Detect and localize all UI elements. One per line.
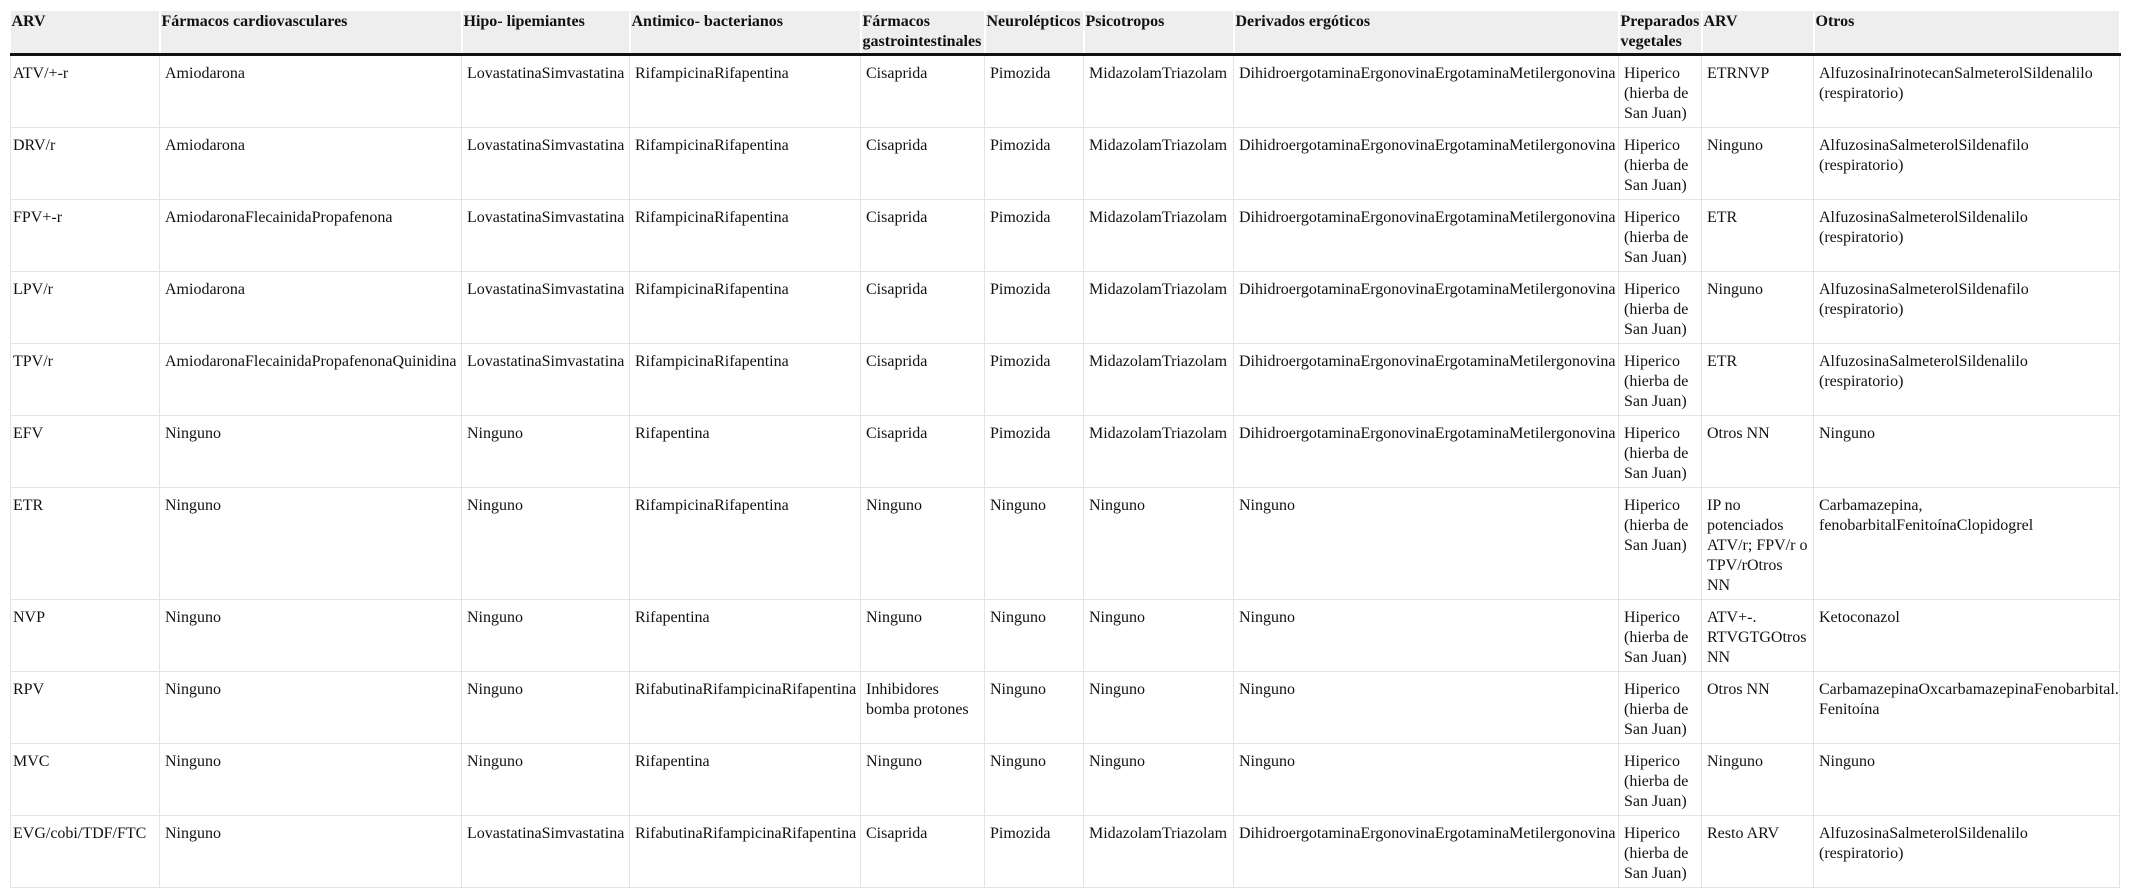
table-cell: Ninguno <box>985 600 1084 672</box>
table-cell: DihidroergotaminaErgonovinaErgotaminaMetilergonovina <box>1234 416 1619 488</box>
table-cell: Ninguno <box>985 672 1084 744</box>
arv-cell: EVG/cobi/TDF/FTC <box>11 816 160 888</box>
table-cell: Hiperico (hierba de San Juan) <box>1619 672 1702 744</box>
arv-cell: ATV/+-r <box>11 55 160 128</box>
table-cell: Pimozida <box>985 200 1084 272</box>
table-cell: Cisaprida <box>861 55 985 128</box>
table-cell: Pimozida <box>985 344 1084 416</box>
column-header: ARV <box>11 11 160 55</box>
table-cell: Otros NN <box>1702 672 1814 744</box>
table-cell: Resto ARV <box>1702 816 1814 888</box>
table-cell: RifampicinaRifapentina <box>630 200 861 272</box>
table-cell: Ninguno <box>1234 744 1619 816</box>
table-cell: Hiperico (hierba de San Juan) <box>1619 200 1702 272</box>
table-row <box>11 744 2120 816</box>
table-cell: Hiperico (hierba de San Juan) <box>1619 416 1702 488</box>
column-header: Preparados vegetales <box>1619 11 1702 55</box>
table-cell: Ninguno <box>1084 672 1234 744</box>
table-cell: Cisaprida <box>861 128 985 200</box>
table-cell: ETRNVP <box>1702 55 1814 128</box>
table-cell: Amiodarona <box>160 128 462 200</box>
table-cell: DihidroergotaminaErgonovinaErgotaminaMetilergonovina <box>1234 55 1619 128</box>
table-cell: Ninguno <box>160 816 462 888</box>
table-cell: CarbamazepinaOxcarbamazepinaFenobarbital. Fenitoína <box>1814 672 2120 744</box>
table-cell: Ninguno <box>1702 128 1814 200</box>
table-cell: Ninguno <box>462 416 630 488</box>
table-cell: Cisaprida <box>861 200 985 272</box>
table-cell: Ninguno <box>1814 416 2120 488</box>
table-cell: MidazolamTriazolam <box>1084 816 1234 888</box>
table-cell: Cisaprida <box>861 416 985 488</box>
table-cell: MidazolamTriazolam <box>1084 344 1234 416</box>
table-cell: Ninguno <box>160 672 462 744</box>
table-cell: DihidroergotaminaErgonovinaErgotaminaMetilergonovina <box>1234 128 1619 200</box>
table-cell: Amiodarona <box>160 55 462 128</box>
table-cell: MidazolamTriazolam <box>1084 272 1234 344</box>
table-cell: RifampicinaRifapentina <box>630 128 861 200</box>
table-cell: Ninguno <box>462 488 630 600</box>
table-row <box>11 488 2120 600</box>
table-cell: DihidroergotaminaErgonovinaErgotaminaMetilergonovina <box>1234 272 1619 344</box>
arv-cell: ETR <box>11 488 160 600</box>
table-row <box>11 344 2120 416</box>
table-cell: Rifapentina <box>630 744 861 816</box>
table-cell: Cisaprida <box>861 816 985 888</box>
table-cell: LovastatinaSimvastatina <box>462 128 630 200</box>
column-header: Otros <box>1814 11 2120 55</box>
table-cell: Ninguno <box>1084 600 1234 672</box>
table-row <box>11 672 2120 744</box>
column-header: Fármacos cardiovasculares <box>160 11 462 55</box>
arv-cell: FPV+-r <box>11 200 160 272</box>
table-cell: Ninguno <box>985 744 1084 816</box>
table-cell: Cisaprida <box>861 272 985 344</box>
table-cell: Pimozida <box>985 816 1084 888</box>
table-cell: Ketoconazol <box>1814 600 2120 672</box>
table-cell: Ninguno <box>1234 488 1619 600</box>
table-cell: Hiperico (hierba de San Juan) <box>1619 488 1702 600</box>
table-cell: Ninguno <box>861 488 985 600</box>
column-header: ARV <box>1702 11 1814 55</box>
table-cell: Hiperico (hierba de San Juan) <box>1619 744 1702 816</box>
table-cell: Ninguno <box>160 416 462 488</box>
arv-cell: RPV <box>11 672 160 744</box>
table-row <box>11 128 2120 200</box>
table-cell: ETR <box>1702 344 1814 416</box>
table-cell: RifampicinaRifapentina <box>630 55 861 128</box>
arv-cell: EFV <box>11 416 160 488</box>
table-cell: MidazolamTriazolam <box>1084 416 1234 488</box>
table-cell: AlfuzosinaSalmeterolSildenafilo (respiratorio) <box>1814 272 2120 344</box>
table-cell: Ninguno <box>1234 600 1619 672</box>
table-cell: RifampicinaRifapentina <box>630 488 861 600</box>
table-cell: Ninguno <box>462 672 630 744</box>
column-header: Fármacos gastrointestinales <box>861 11 985 55</box>
table-cell: AmiodaronaFlecainidaPropafenonaQuinidina <box>160 344 462 416</box>
table-cell: RifampicinaRifapentina <box>630 272 861 344</box>
arv-cell: LPV/r <box>11 272 160 344</box>
table-cell: IP no potenciados ATV/r; FPV/r o TPV/rOtros NN <box>1702 488 1814 600</box>
table-cell: Hiperico (hierba de San Juan) <box>1619 816 1702 888</box>
table-cell: Rifapentina <box>630 600 861 672</box>
table-cell: Ninguno <box>861 600 985 672</box>
column-header: Hipo- lipemiantes <box>462 11 630 55</box>
table-header-row <box>11 11 2120 55</box>
table-cell: Hiperico (hierba de San Juan) <box>1619 344 1702 416</box>
table-cell: Ninguno <box>462 600 630 672</box>
table-cell: ATV+-. RTVGTGOtros NN <box>1702 600 1814 672</box>
table-cell: Pimozida <box>985 272 1084 344</box>
table-cell: AmiodaronaFlecainidaPropafenona <box>160 200 462 272</box>
table-cell: LovastatinaSimvastatina <box>462 272 630 344</box>
table-cell: AlfuzosinaSalmeterolSildenafilo (respiratorio) <box>1814 128 2120 200</box>
table-cell: Amiodarona <box>160 272 462 344</box>
table-cell: Ninguno <box>1084 488 1234 600</box>
arv-cell: DRV/r <box>11 128 160 200</box>
table-cell: AlfuzosinaSalmeterolSildenalilo (respiratorio) <box>1814 344 2120 416</box>
table-cell: Ninguno <box>160 744 462 816</box>
table-cell: Cisaprida <box>861 344 985 416</box>
column-header: Neurolépticos <box>985 11 1084 55</box>
table-cell: Ninguno <box>462 744 630 816</box>
table-cell: AlfuzosinaIrinotecanSalmeterolSildenalilo (respiratorio) <box>1814 55 2120 128</box>
table-cell: LovastatinaSimvastatina <box>462 816 630 888</box>
table-cell: DihidroergotaminaErgonovinaErgotaminaMetilergonovina <box>1234 344 1619 416</box>
table-row <box>11 416 2120 488</box>
table-cell: MidazolamTriazolam <box>1084 200 1234 272</box>
table-cell: Hiperico (hierba de San Juan) <box>1619 128 1702 200</box>
table-cell: ETR <box>1702 200 1814 272</box>
table-cell: MidazolamTriazolam <box>1084 128 1234 200</box>
table-cell: DihidroergotaminaErgonovinaErgotaminaMetilergonovina <box>1234 200 1619 272</box>
table-cell: AlfuzosinaSalmeterolSildenalilo (respiratorio) <box>1814 200 2120 272</box>
table-cell: Ninguno <box>160 488 462 600</box>
column-header: Derivados ergóticos <box>1234 11 1619 55</box>
table-cell: RifabutinaRifampicinaRifapentina <box>630 816 861 888</box>
table-cell: Hiperico (hierba de San Juan) <box>1619 55 1702 128</box>
table-cell: Inhibidores bomba protones <box>861 672 985 744</box>
table-cell: Pimozida <box>985 128 1084 200</box>
table-cell: LovastatinaSimvastatina <box>462 200 630 272</box>
table-cell: Ninguno <box>1814 744 2120 816</box>
table-row <box>11 272 2120 344</box>
table-row <box>11 200 2120 272</box>
table-cell: Ninguno <box>1702 272 1814 344</box>
table-cell: RifabutinaRifampicinaRifapentina <box>630 672 861 744</box>
table-cell: Hiperico (hierba de San Juan) <box>1619 272 1702 344</box>
column-header: Antimico- bacterianos <box>630 11 861 55</box>
table-cell: DihidroergotaminaErgonovinaErgotaminaMetilergonovina <box>1234 816 1619 888</box>
table-cell: Ninguno <box>160 600 462 672</box>
arv-cell: TPV/r <box>11 344 160 416</box>
table-row <box>11 600 2120 672</box>
table-cell: Ninguno <box>1084 744 1234 816</box>
table-cell: LovastatinaSimvastatina <box>462 344 630 416</box>
table-row <box>11 55 2120 128</box>
table-cell: Otros NN <box>1702 416 1814 488</box>
table-cell: Ninguno <box>985 488 1084 600</box>
table-cell: Carbamazepina, fenobarbitalFenitoínaClopidogrel <box>1814 488 2120 600</box>
table-cell: Ninguno <box>1702 744 1814 816</box>
table-cell: Rifapentina <box>630 416 861 488</box>
table-cell: AlfuzosinaSalmeterolSildenalilo (respiratorio) <box>1814 816 2120 888</box>
table-cell: Ninguno <box>1234 672 1619 744</box>
table-cell: MidazolamTriazolam <box>1084 55 1234 128</box>
arv-cell: NVP <box>11 600 160 672</box>
table-cell: Hiperico (hierba de San Juan) <box>1619 600 1702 672</box>
table-cell: Pimozida <box>985 55 1084 128</box>
table-cell: Pimozida <box>985 416 1084 488</box>
table-cell: LovastatinaSimvastatina <box>462 55 630 128</box>
drug-interactions-table <box>10 11 2121 888</box>
table-cell: RifampicinaRifapentina <box>630 344 861 416</box>
table-row <box>11 816 2120 888</box>
column-header: Psicotropos <box>1084 11 1234 55</box>
table-cell: Ninguno <box>861 744 985 816</box>
arv-cell: MVC <box>11 744 160 816</box>
